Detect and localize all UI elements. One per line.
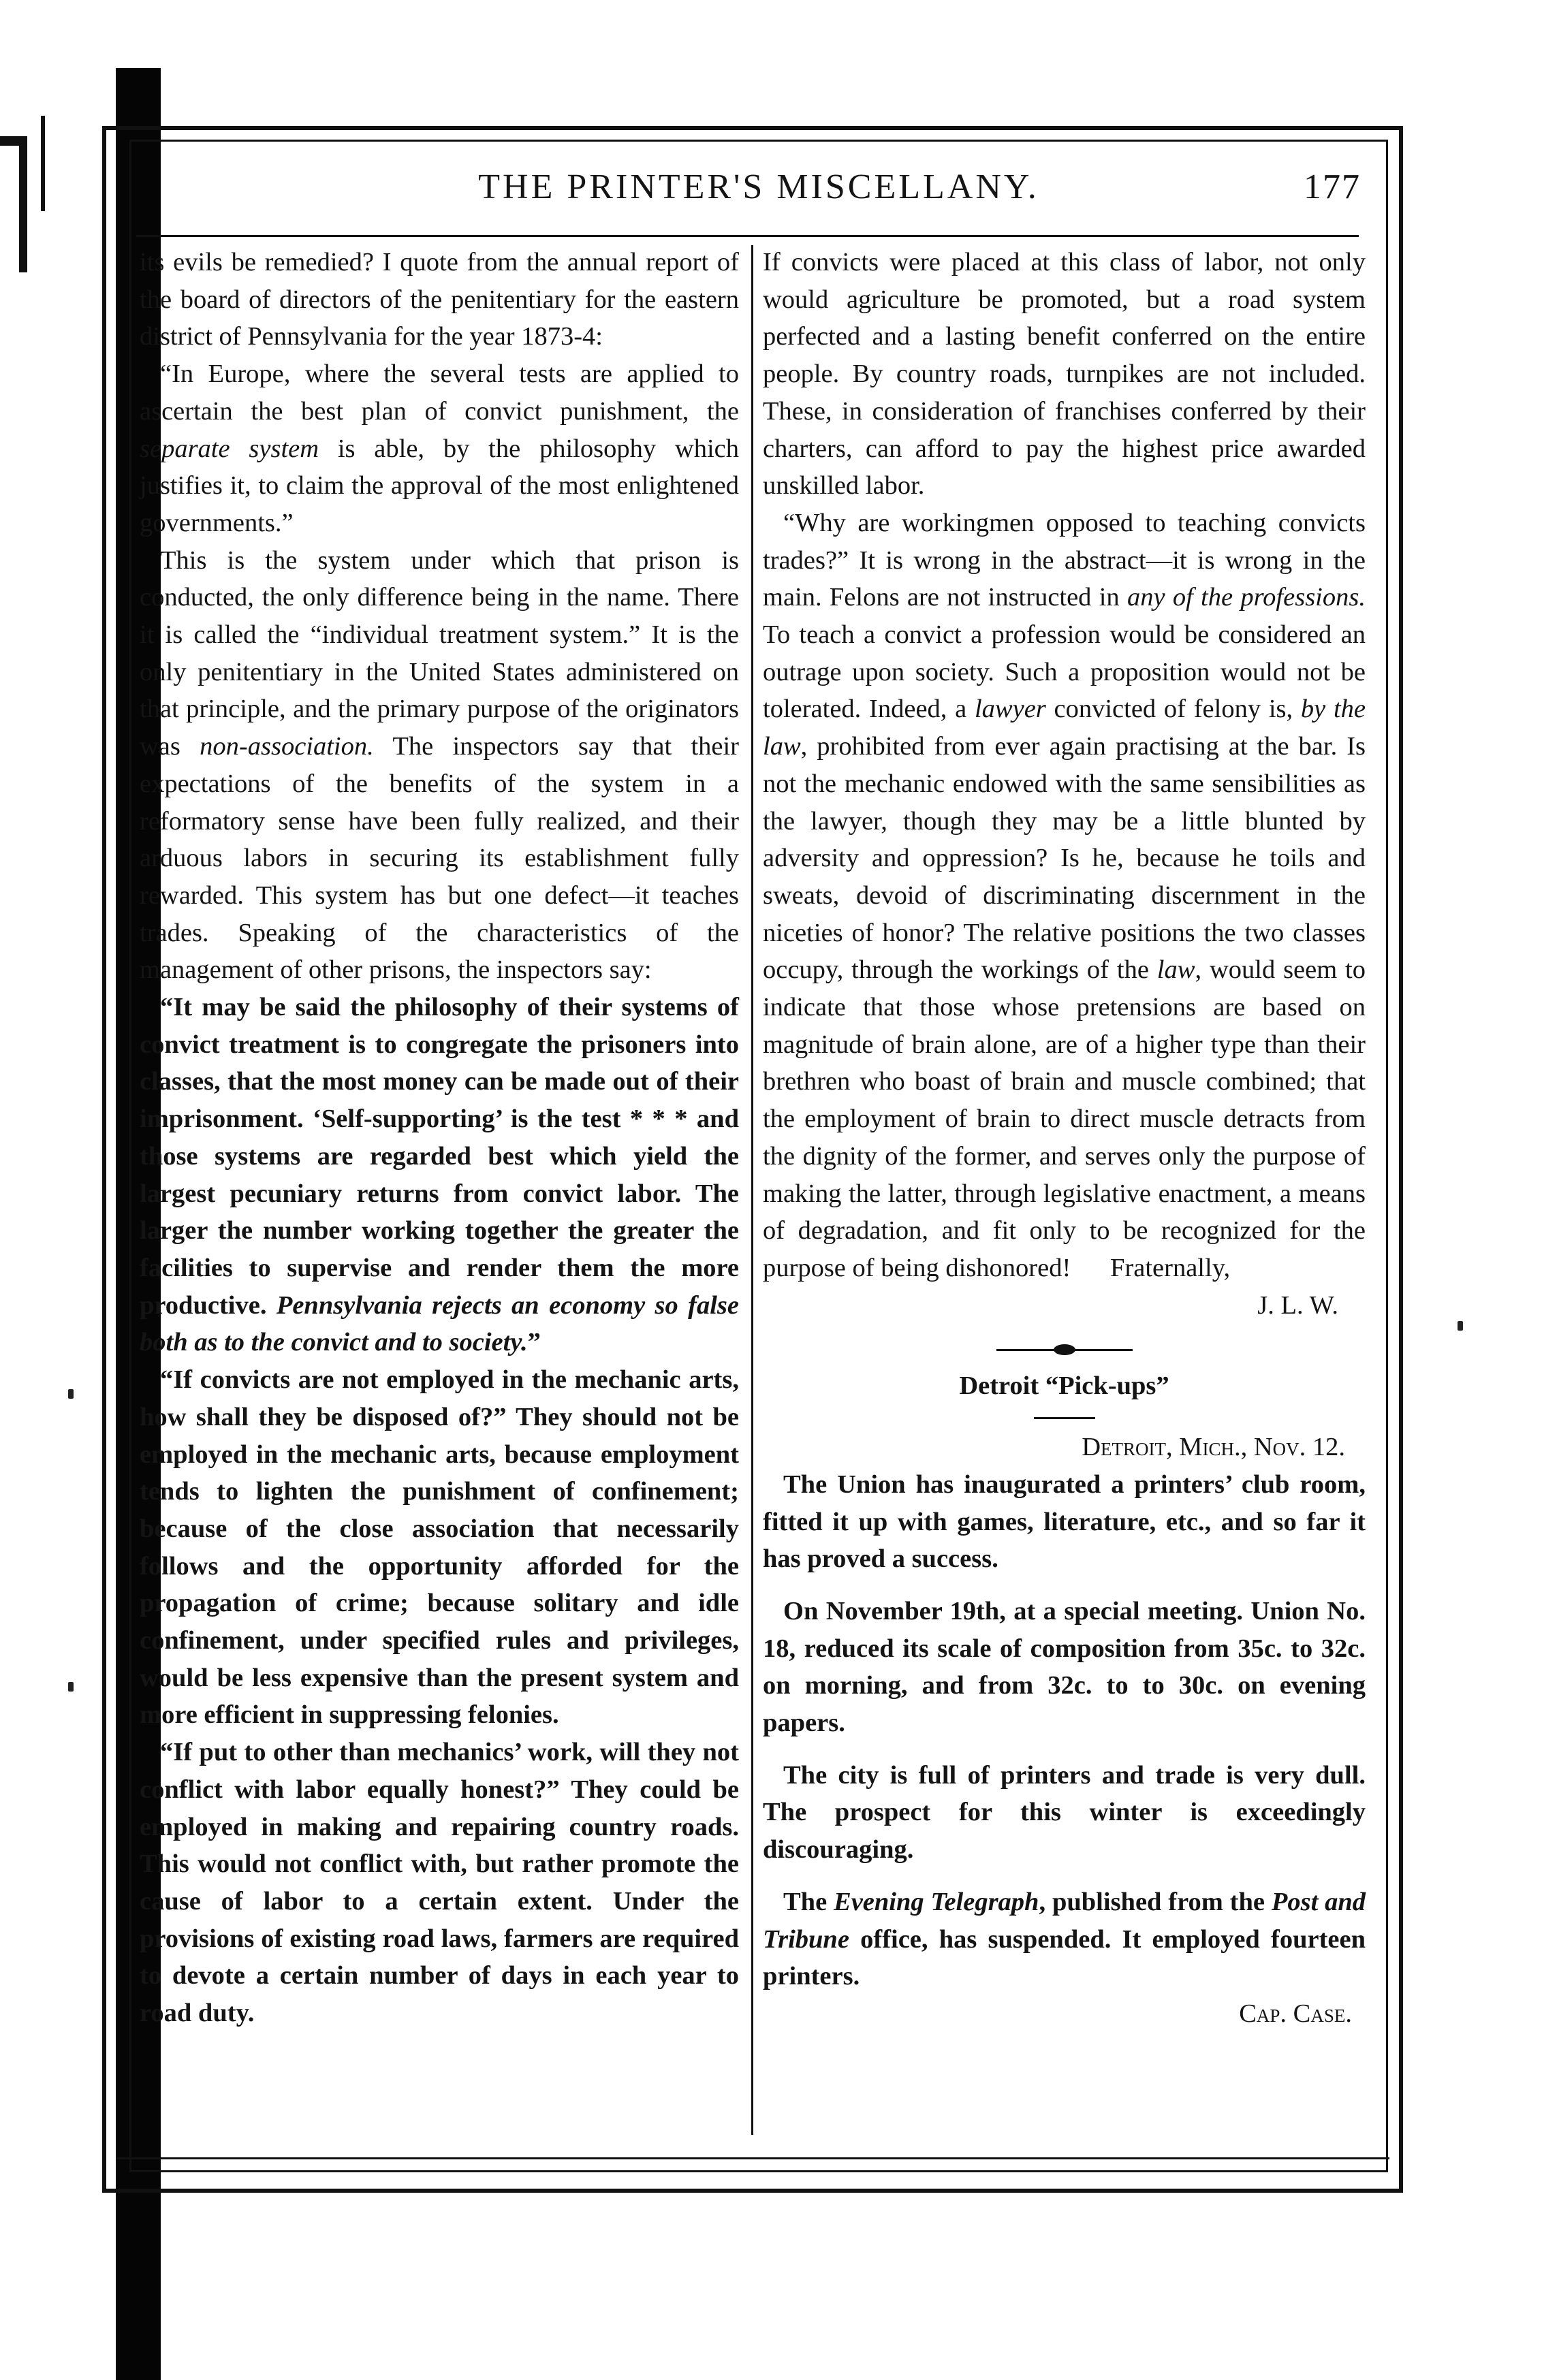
quotation-paragraph (140, 989, 739, 1361)
scan-edge-mark (19, 136, 27, 272)
text-run: , prohibited from ever again practising at the bar. Is not the mechanic endowed with the same sensibilities as the lawyer, though they may be a little blunted by adversity and oppression? Is he, because he toils and sweats, devoid of discriminating discernment in the niceties of honor? The relative positions the two classes occupy, through the workings of the (763, 732, 1366, 985)
paragraph: On November 19th, at a special meeting. Union No. 18, reduced its scale of composition from 35c. to 32c. on morning, and from 32c. to to 30c. on evening papers. (763, 1596, 1366, 1738)
paragraph: its evils be remedied? I quote from the annual report of the board of directors of the penitentiary for the eastern district of Pennsylvania for the year 1873-4: (140, 248, 739, 351)
text-run: “Why are workingmen opposed to teaching convicts trades?” It is wrong in the abstract—it is wrong in the main. Felons are not instructed in (763, 508, 1366, 612)
text-run: This is the system under which that prison is conducted, the only difference being in the name. There it is called the “individual treatment system.” It is the only penitentiary in the United States administered on that principle, and the primary purpose of the originators was (140, 545, 739, 761)
quotation-paragraph (140, 355, 739, 542)
paragraph: The Union has inaugurated a printers’ club room, fitted it up with games, literature, etc., and so far it has proved a success. (763, 1470, 1366, 1574)
paragraph (763, 505, 1366, 1287)
scan-speck (68, 1682, 74, 1692)
italic-text: Post and Tribune (763, 1887, 1366, 1954)
section-title: Detroit “Pick-ups” (959, 1371, 1169, 1401)
paragraph (140, 542, 739, 989)
scan-speck (1458, 1321, 1463, 1331)
text-run: “It may be said the philosophy of their systems of convict treatment is to congregate the prisoners into classes, that the most money can be made out of their imprisonment. ‘Self-supporting’ is the test * * * and those systems are regarded best which yield the largest pecuniary returns from convict labor. The larger the number working together the greater the facilities to supervise and render them the more productive. (140, 993, 739, 1320)
running-title: THE PRINTER'S MISCELLANY. (478, 168, 1039, 206)
italic-text: Pennsylvania rejects an economy so false both as to the convict and to society. (140, 1290, 739, 1357)
dateline: Detroit, Mich., Nov. 12. (1082, 1433, 1345, 1462)
page-number: 177 (1304, 168, 1361, 206)
paragraph: If convicts were placed at this class of labor, not only would agriculture be promoted, but a road system perfected and a lasting benefit conferred on the entire people. By country roads, turnpikes are not included. These, in consideration of franchises conferred by their charters, can afford to pay the highest price awarded unskilled labor. (763, 248, 1366, 501)
text-run: To teach a convict a profession would be considered an outrage upon society. Such a proposition would not be tolerated. Indeed, a (763, 620, 1366, 724)
ornament-diamond (1054, 1344, 1075, 1355)
left-column (140, 244, 739, 2032)
text-run: convicted of felony is, (1045, 695, 1301, 724)
text-run: The (783, 1887, 834, 1916)
italic-text: separate system (140, 434, 319, 463)
scan-speck (68, 1389, 74, 1399)
column-divider (751, 245, 753, 2135)
italic-text: by the law (763, 695, 1366, 761)
text-run: The inspectors say that their expectations of the benefits of the system in a reformatory sense have been fully realized, and their arduous labors in securing its establishment fully rewarded. This system has but one defect—it teaches trades. Speaking of the characteristics of the management of other prisons, the inspectors say: (140, 732, 739, 985)
text-run: , would seem to indicate that those whose pretensions are based on magnitude of brain alone, are of a higher type than their brethren who boast of brain and muscle combined; that the employment of brain to direct muscle detracts from the dignity of the former, and serves only the purpose of making the latter, through legislative enactment, a means of degradation, and fit only to be recognized for the purpose of being dishonored! (763, 955, 1366, 1282)
short-rule (1034, 1417, 1095, 1419)
section-ornament (996, 1340, 1133, 1361)
paragraph: “If convicts are not employed in the mechanic arts, how shall they be disposed of?” They should not be employed in the mechanic arts, because employment tends to lighten the punishment of confinement; because of the close association that necessarily follows and the opportunity afforded for the propagation of crime; because solitary and idle confinement, under specified rules and privileges, would be less expensive than the present system and more efficient in suppressing felonies. (140, 1365, 739, 1730)
signature: Cap. Case. (1239, 1999, 1352, 2028)
paragraph: “If put to other than mechanics’ work, will they not conflict with labor equally honest?” They could be employed in making and repairing country roads. This would not conflict with, but rather promote the cause of labor to a certain extent. Under the provisions of existing road laws, farmers are required to devote a certain number of days in each year to road duty. (140, 1738, 739, 2028)
closing-text: Fraternally, (1110, 1253, 1231, 1282)
text-run: office, has suspended. It employed fourteen printers. (763, 1924, 1366, 1991)
italic-text: lawyer (974, 695, 1046, 724)
italic-text: non-association. (200, 732, 374, 761)
italic-text: law (1156, 955, 1195, 985)
scan-edge-mark (41, 116, 45, 211)
footer-rule (116, 2157, 1389, 2159)
running-head (129, 167, 1388, 221)
paragraph: The city is full of printers and trade is very dull. The prospect for this winter is exceedingly discouraging. (763, 1760, 1366, 1865)
right-column (763, 244, 1366, 2033)
text-run: ” (527, 1328, 541, 1357)
signature: J. L. W. (1257, 1290, 1338, 1320)
paragraph (763, 1884, 1366, 1995)
text-run: , published from the (1039, 1887, 1272, 1916)
italic-text: any of the professions. (1127, 583, 1366, 612)
header-rule (136, 235, 1359, 237)
italic-text: Evening Telegraph (834, 1887, 1039, 1916)
text-run: “In Europe, where the several tests are applied to ascertain the best plan of convict punishment, the (140, 360, 739, 426)
text-run: is able, by the philosophy which justifies it, to claim the approval of the most enlightened governments.” (140, 434, 739, 537)
